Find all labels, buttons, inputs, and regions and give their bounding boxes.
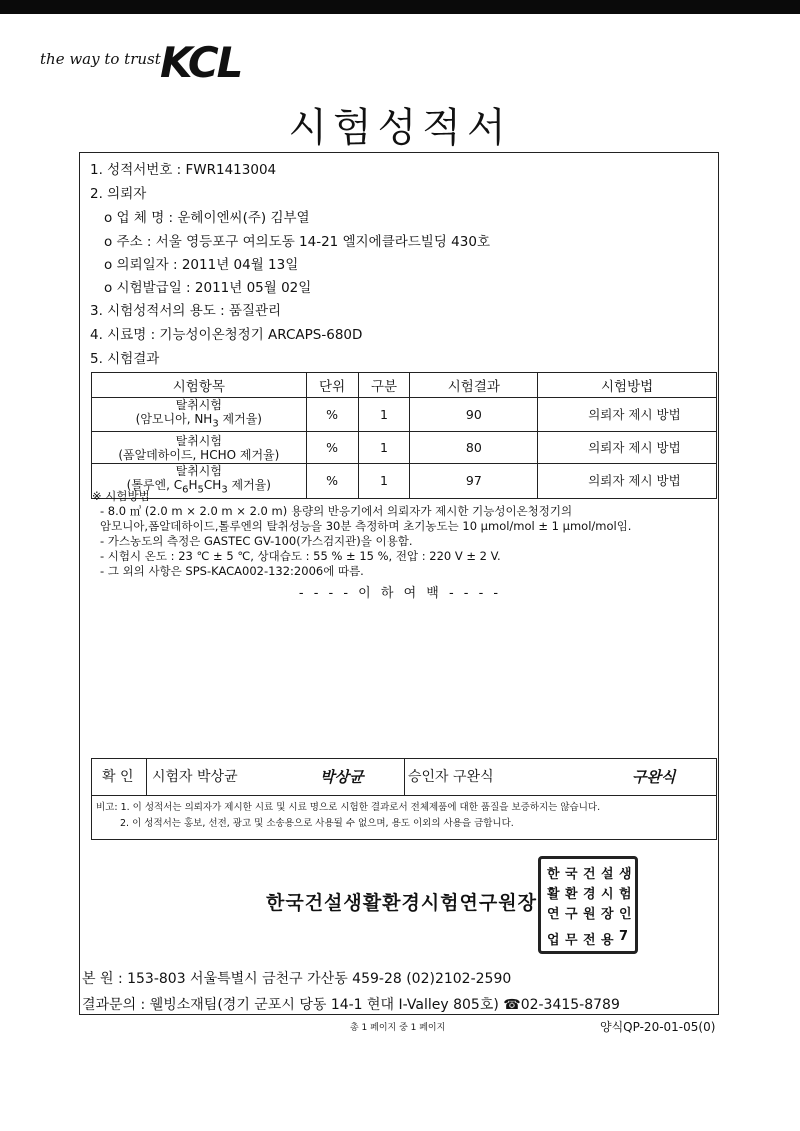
sample-name: 4. 시료명 : 기능성이온청정기 ARCAPS-680D: [90, 327, 363, 343]
logo-brand: KCL: [160, 38, 242, 87]
method-cell: 의뢰자 제시 방법: [538, 398, 717, 432]
headquarters-address: 본 원 : 153-803 서울특별시 금천구 가산동 459-28 (02)2102-2590: [82, 971, 512, 987]
test-item-name: 탈취시험: [175, 433, 222, 448]
kcl-logo: [40, 38, 260, 88]
cert-number: 1. 성적서번호 : FWR1413004: [90, 162, 277, 178]
tester-name: 시험자 박상균: [152, 769, 238, 785]
divider: [146, 759, 147, 795]
division-cell: 1: [358, 464, 410, 498]
document-title: 시험성적서: [288, 105, 512, 151]
test-item: [92, 432, 307, 464]
division-cell: 1: [358, 398, 410, 432]
seal-char: 설: [601, 867, 614, 882]
institute-name: 한국건설생활환경시험연구원장: [266, 892, 537, 914]
seal-char: 국: [565, 867, 578, 882]
seal-char: 인: [619, 907, 632, 922]
header-test-item: 시험항목: [92, 373, 307, 398]
header-unit: 단위: [306, 373, 358, 398]
seal-char: 험: [619, 887, 632, 902]
notes-line: 암모니아,폼알데하이드,톨루엔의 탈취성능을 30분 측정하며 초기농도는 10 μmol/mol ± 1 μmol/mol임.: [100, 519, 632, 533]
notes-line: - 그 외의 사항은 SPS-KACA002-132:2006에 따름.: [100, 564, 364, 578]
client-company: o 업 체 명 : 운헤이엔씨(주) 김부열: [104, 210, 310, 226]
notes-heading: ※ 시험방법: [92, 489, 150, 503]
result-cell: 80: [410, 432, 538, 464]
header-division: 구분: [358, 373, 410, 398]
form-number: 양식QP-20-01-05(0): [600, 1020, 716, 1034]
test-item-detail: (톨루엔, $C_6H_5CH_3$ 제거율): [126, 478, 271, 496]
method-cell: 의뢰자 제시 방법: [538, 432, 717, 464]
test-item-detail: (암모니아, $NH_3$ 제거율): [135, 412, 262, 430]
client-address: o 주소 : 서울 영등포구 여의도동 14-21 엘지에클라드빌딩 430호: [104, 234, 490, 250]
page-count: 총 1 페이지 중 1 페이지: [350, 1023, 446, 1033]
issue-date: o 시험발급일 : 2011년 05월 02일: [104, 280, 312, 296]
notes-line: - 가스농도의 측정은 GASTEC GV-100(가스검지관)을 이용함.: [100, 534, 413, 548]
seal-char: 한: [547, 867, 560, 882]
result-cell: 97: [410, 464, 538, 498]
request-date: o 의뢰일자 : 2011년 04월 13일: [104, 257, 299, 273]
notes-line: - 8.0 ㎥ (2.0 m × 2.0 m × 2.0 m) 용량의 반응기에서 의뢰자가 제시한 기능성이온청정기의: [100, 504, 573, 518]
logo-tagline: the way to trust: [40, 50, 161, 68]
table-header-row: [92, 373, 717, 398]
division-cell: 1: [358, 432, 410, 464]
seal-char: 무: [565, 933, 578, 948]
top-border-bar: [0, 0, 800, 14]
seal-char: 연: [547, 907, 560, 922]
confirm-label: 확 인: [102, 769, 134, 785]
report-purpose: 3. 시험성적서의 용도 : 품질관리: [90, 303, 282, 319]
tester-signature: 박상균: [320, 768, 364, 786]
blank-below-mark: - - - - 이 하 여 백 - - - -: [298, 586, 502, 601]
seal-char: 환: [565, 887, 578, 902]
notes-line: - 시험시 온도 : 23 ℃ ± 5 ℃, 상대습도 : 55 % ± 15 %, 전압 : 220 V ± 2 V.: [100, 549, 501, 563]
result-cell: 90: [410, 398, 538, 432]
table-row: [92, 398, 717, 432]
unit-cell: %: [306, 398, 358, 432]
confirmation-box: [91, 758, 717, 796]
method-cell: 의뢰자 제시 방법: [538, 464, 717, 498]
seal-char: 경: [583, 887, 596, 902]
seal-char: 업: [547, 933, 560, 948]
results-table: [91, 372, 717, 499]
seal-char: 원: [583, 907, 596, 922]
seal-char: 생: [619, 867, 632, 882]
remarks-line: 2. 이 성적서는 홍보, 선전, 광고 및 소송용으로 사용될 수 없으며, 용도 이외의 사용을 금합니다.: [120, 818, 514, 829]
approver-signature: 구완식: [632, 768, 676, 786]
test-method-notes: [92, 489, 718, 579]
test-item-detail: (폼알데하이드, HCHO 제거율): [118, 447, 280, 462]
seal-char: 장: [601, 907, 614, 922]
seal-char: 용: [601, 933, 614, 948]
remarks-line: 비고: 1. 이 성적서는 의뢰자가 제시한 시료 및 시료 명으로 시험한 결과로서 전체제품에 대한 품질을 보증하지는 않습니다.: [96, 802, 601, 813]
seal-char: 구: [565, 907, 578, 922]
divider: [404, 759, 405, 795]
approver-name: 승인자 구완식: [408, 769, 494, 785]
seal-char: 활: [547, 887, 560, 902]
seal-char: 시: [601, 887, 614, 902]
client-heading: 2. 의뢰자: [90, 186, 147, 202]
test-item: [92, 398, 307, 432]
seal-char: 건: [583, 867, 596, 882]
unit-cell: %: [306, 464, 358, 498]
table-row: [92, 432, 717, 464]
test-item-name: 탈취시험: [175, 464, 222, 479]
results-heading: 5. 시험결과: [90, 351, 160, 367]
test-item-name: 탈취시험: [175, 398, 222, 412]
remarks-box: [91, 796, 717, 840]
header-method: 시험방법: [538, 373, 717, 398]
seal-char: 7: [619, 929, 629, 944]
inquiry-contact: 결과문의 : 웰빙소재팀(경기 군포시 당동 14-1 현대 I-Valley 805호) ☎02-3415-8789: [82, 997, 620, 1013]
seal-char: 전: [583, 933, 596, 948]
unit-cell: %: [306, 432, 358, 464]
header-result: 시험결과: [410, 373, 538, 398]
official-seal: [538, 856, 638, 954]
